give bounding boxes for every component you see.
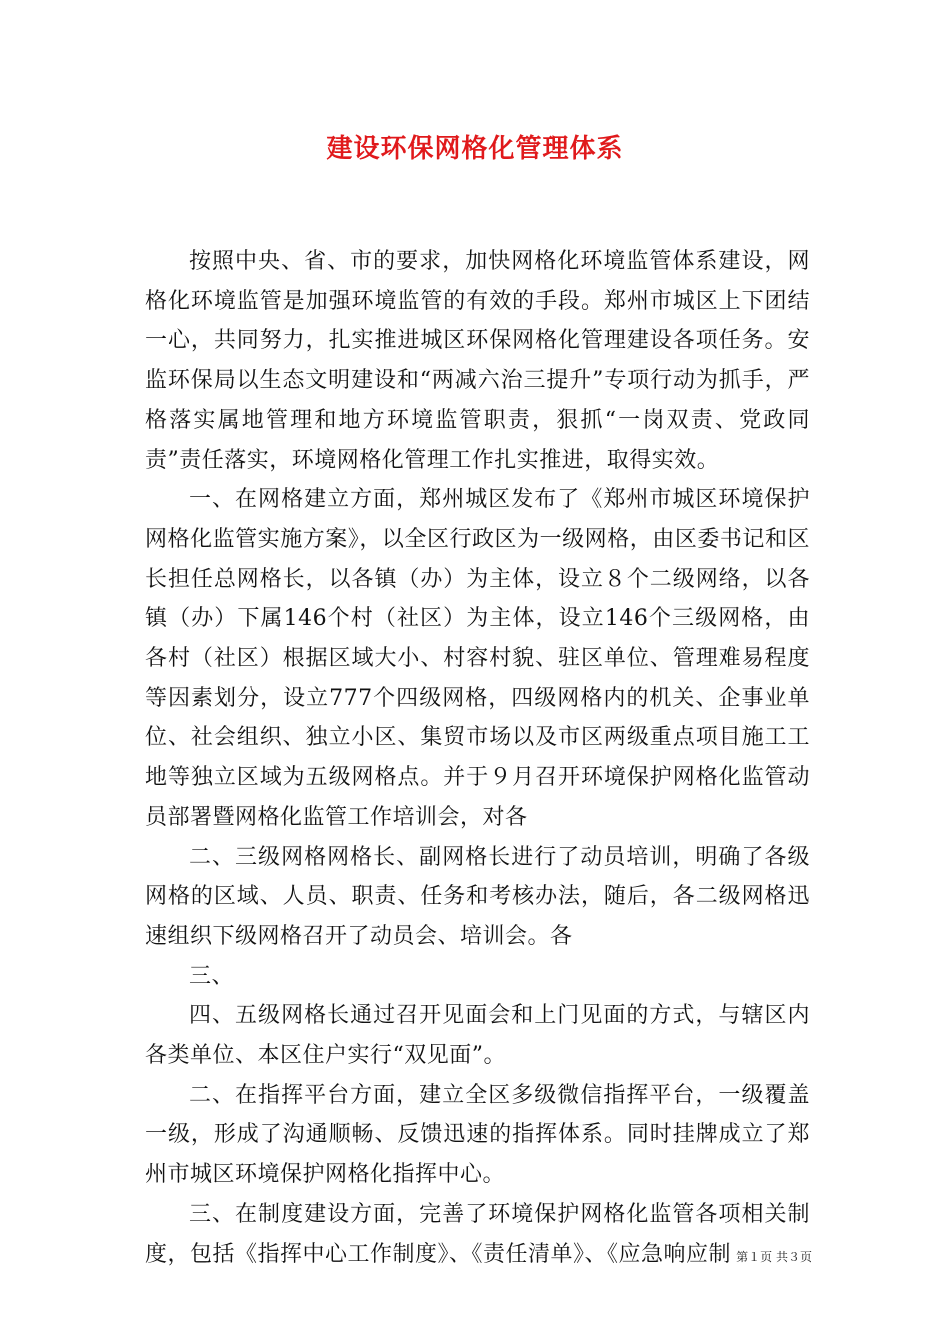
paragraph: 二、在指挥平台方面，建立全区多级微信指挥平台，一级覆盖一级，形成了沟通顺畅、反馈迅速的指挥体系。同时挂牌成立了郑州市城区环境保护网格化指挥中心。 [145, 1082, 810, 1188]
paragraph: 一、在网格建立方面，郑州城区发布了《郑州市城区环境保护网格化监管实施方案》，以全区行政区为一级网格，由区委书记和区长担任总网格长，以各镇（办）为主体，设立８个二级网络，以各镇（办）下属146个村（社区）为主体，设立146个三级网格，由各村（社区）根据区域大小、村容村貌、驻区单位、管理难易程度等因素划分，设立777个四级网格，四级网格内的机关、企事业单位、社会组织、独立小区、集贸市场以及市区两级重点项目施工工地等独立区域为五级网格点。并于９月召开环境保护网格化监管动员部署暨网格化监管工作培训会，对各 [145, 487, 810, 830]
page-number: 第１页 共３页 [736, 1250, 812, 1264]
paragraph: 四、五级网格长通过召开见面会和上门见面的方式，与辖区内各类单位、本区住户实行“双见面”。 [145, 1003, 810, 1069]
paragraph: 三、 [189, 963, 235, 989]
document-body [145, 242, 810, 1274]
paragraph: 三、在制度建设方面，完善了环境保护网格化监管各项相关制度，包括《指挥中心工作制度》、《责任清单》、《应急响应制 [145, 1201, 810, 1267]
document-title: 建设环保网格化管理体系 [326, 134, 624, 164]
paragraph: 二、三级网格网格长、副网格长进行了动员培训，明确了各级网格的区域、人员、职责、任务和考核办法，随后，各二级网格迅速组织下级网格召开了动员会、培训会。各 [145, 844, 810, 949]
paragraph: 按照中央、省、市的要求，加快网格化环境监管体系建设，网格化环境监管是加强环境监管的有效的手段。郑州市城区上下团结一心，共同努力，扎实推进城区环保网格化管理建设各项任务。安监环保局以生态文明建设和“两减六治三提升”专项行动为抓手，严格落实属地管理和地方环境监管职责，狠抓“一岗双责、党政同责”责任落实，环境网格化管理工作扎实推进，取得实效。 [145, 249, 810, 473]
